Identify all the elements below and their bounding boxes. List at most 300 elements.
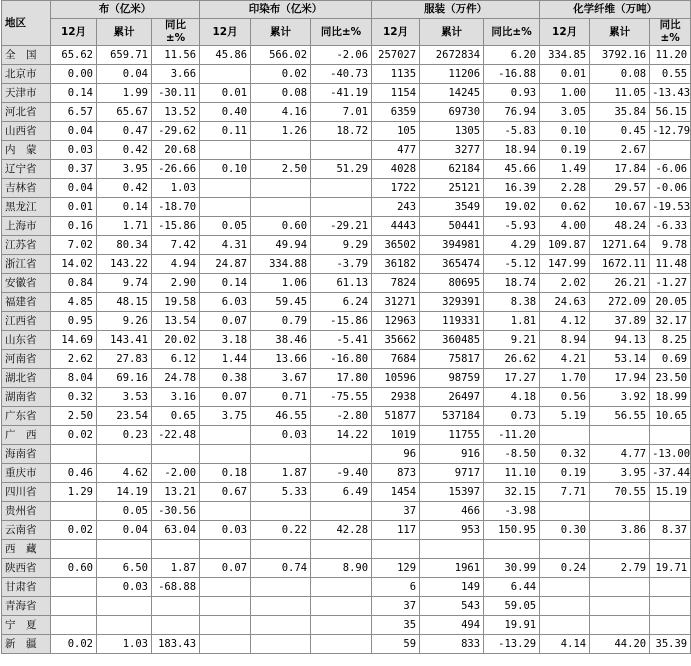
value-cell: 916 [420, 445, 484, 464]
value-cell: 3.92 [590, 388, 650, 407]
value-cell [590, 426, 650, 445]
value-cell [540, 540, 590, 559]
value-cell: 44.20 [590, 635, 650, 654]
value-cell: 1305 [420, 122, 484, 141]
value-cell: 7684 [372, 350, 420, 369]
value-cell: -6.33 [650, 217, 691, 236]
value-cell: 0.05 [200, 217, 251, 236]
value-cell: 0.73 [484, 407, 540, 426]
value-cell [650, 502, 691, 521]
value-cell: -26.66 [152, 160, 200, 179]
value-cell: -3.98 [484, 502, 540, 521]
value-cell: 2.67 [590, 141, 650, 160]
value-cell [200, 540, 251, 559]
value-cell: 3.95 [590, 464, 650, 483]
value-cell: -2.06 [311, 46, 372, 65]
value-cell [311, 578, 372, 597]
value-cell: 6359 [372, 103, 420, 122]
value-cell: -2.80 [311, 407, 372, 426]
value-cell: 6.44 [484, 578, 540, 597]
value-cell: 0.56 [540, 388, 590, 407]
value-cell: 3549 [420, 198, 484, 217]
value-cell [51, 578, 97, 597]
sub-header-cell: 12月 [51, 19, 97, 46]
table-row [2, 502, 691, 521]
table-row [2, 464, 691, 483]
value-cell: 0.07 [200, 312, 251, 331]
value-cell: 117 [372, 521, 420, 540]
value-cell: 35.84 [590, 103, 650, 122]
sub-header-cell: 累计 [420, 19, 484, 46]
value-cell: 14.69 [51, 331, 97, 350]
value-cell: 24.87 [200, 255, 251, 274]
sub-header-cell: 同比±% [484, 19, 540, 46]
sub-header-cell: 累计 [97, 19, 152, 46]
value-cell: 0.04 [51, 179, 97, 198]
region-cell: 福建省 [2, 293, 51, 312]
value-cell: 0.05 [97, 502, 152, 521]
value-cell: 7.01 [311, 103, 372, 122]
value-cell: 0.03 [51, 141, 97, 160]
table-row [2, 312, 691, 331]
value-cell: 2938 [372, 388, 420, 407]
value-cell: -11.20 [484, 426, 540, 445]
value-cell [420, 540, 484, 559]
value-cell: 6.49 [311, 483, 372, 502]
value-cell: 10596 [372, 369, 420, 388]
value-cell: 4.62 [97, 464, 152, 483]
value-cell: 0.32 [540, 445, 590, 464]
sub-header-cell: 同比±% [311, 19, 372, 46]
value-cell [251, 597, 311, 616]
header-sub-row [2, 19, 691, 46]
value-cell: -18.70 [152, 198, 200, 217]
value-cell [251, 502, 311, 521]
value-cell: 10.67 [590, 198, 650, 217]
region-header: 地区 [2, 1, 51, 46]
value-cell: 0.02 [51, 426, 97, 445]
value-cell [311, 141, 372, 160]
value-cell: 1271.64 [590, 236, 650, 255]
value-cell: 0.02 [51, 521, 97, 540]
value-cell: 0.60 [51, 559, 97, 578]
value-cell: 1.70 [540, 369, 590, 388]
group-header-garments: 服装（万件） [372, 1, 540, 19]
value-cell: 80.34 [97, 236, 152, 255]
value-cell: 329391 [420, 293, 484, 312]
value-cell: 23.50 [650, 369, 691, 388]
value-cell: 0.14 [51, 84, 97, 103]
value-cell: 11.10 [484, 464, 540, 483]
value-cell: 147.99 [540, 255, 590, 274]
value-cell: 4.85 [51, 293, 97, 312]
value-cell: 0.23 [97, 426, 152, 445]
value-cell: 0.37 [51, 160, 97, 179]
value-cell: 20.05 [650, 293, 691, 312]
value-cell: 1.81 [484, 312, 540, 331]
value-cell: 18.94 [484, 141, 540, 160]
region-cell: 新 疆 [2, 635, 51, 654]
value-cell: 46.55 [251, 407, 311, 426]
sub-header-cell: 12月 [200, 19, 251, 46]
value-cell: 0.14 [97, 198, 152, 217]
value-cell: 394981 [420, 236, 484, 255]
value-cell [650, 426, 691, 445]
value-cell: 2.28 [540, 179, 590, 198]
value-cell: -5.83 [484, 122, 540, 141]
value-cell: 65.62 [51, 46, 97, 65]
value-cell [200, 179, 251, 198]
value-cell: -12.79 [650, 122, 691, 141]
value-cell: 13.66 [251, 350, 311, 369]
table-row [2, 483, 691, 502]
value-cell: 1135 [372, 65, 420, 84]
region-cell: 黑龙江 [2, 198, 51, 217]
table-row [2, 407, 691, 426]
value-cell: 17.84 [590, 160, 650, 179]
value-cell: -41.19 [311, 84, 372, 103]
value-cell: 2.50 [51, 407, 97, 426]
value-cell: 0.42 [97, 141, 152, 160]
value-cell: 1.87 [152, 559, 200, 578]
value-cell: 48.15 [97, 293, 152, 312]
region-cell: 江苏省 [2, 236, 51, 255]
table-row [2, 217, 691, 236]
value-cell: 4.94 [152, 255, 200, 274]
value-cell [200, 445, 251, 464]
value-cell [251, 141, 311, 160]
value-cell: 45.86 [200, 46, 251, 65]
value-cell: 9.21 [484, 331, 540, 350]
region-cell: 浙江省 [2, 255, 51, 274]
value-cell: 1.71 [97, 217, 152, 236]
value-cell: 32.17 [650, 312, 691, 331]
value-cell: 4.31 [200, 236, 251, 255]
value-cell: 1.06 [251, 274, 311, 293]
value-cell: 37 [372, 597, 420, 616]
value-cell: 0.01 [200, 84, 251, 103]
value-cell [251, 445, 311, 464]
value-cell: 3.86 [590, 521, 650, 540]
value-cell: -29.62 [152, 122, 200, 141]
value-cell: 150.95 [484, 521, 540, 540]
value-cell: 18.99 [650, 388, 691, 407]
value-cell: 62184 [420, 160, 484, 179]
value-cell: 0.22 [251, 521, 311, 540]
value-cell [51, 502, 97, 521]
value-cell: -29.21 [311, 217, 372, 236]
value-cell: 11.20 [650, 46, 691, 65]
value-cell: -68.88 [152, 578, 200, 597]
value-cell: 0.10 [200, 160, 251, 179]
region-cell: 西 藏 [2, 540, 51, 559]
value-cell [650, 578, 691, 597]
region-cell: 内 蒙 [2, 141, 51, 160]
table-row [2, 426, 691, 445]
value-cell [650, 141, 691, 160]
value-cell: 3792.16 [590, 46, 650, 65]
value-cell: 143.22 [97, 255, 152, 274]
value-cell: 566.02 [251, 46, 311, 65]
region-cell: 安徽省 [2, 274, 51, 293]
value-cell: 0.14 [200, 274, 251, 293]
value-cell: 0.19 [540, 141, 590, 160]
table-row [2, 293, 691, 312]
region-cell: 重庆市 [2, 464, 51, 483]
value-cell: 4.12 [540, 312, 590, 331]
value-cell: 1.29 [51, 483, 97, 502]
value-cell: 0.04 [97, 521, 152, 540]
value-cell: 19.91 [484, 616, 540, 635]
value-cell: 334.85 [540, 46, 590, 65]
value-cell: 1.03 [97, 635, 152, 654]
value-cell: -5.12 [484, 255, 540, 274]
value-cell: 360485 [420, 331, 484, 350]
group-header-cloth: 布（亿米） [51, 1, 200, 19]
value-cell: 30.99 [484, 559, 540, 578]
value-cell [311, 502, 372, 521]
value-cell: 56.15 [650, 103, 691, 122]
region-cell: 湖北省 [2, 369, 51, 388]
value-cell: 11.56 [152, 46, 200, 65]
value-cell: 48.24 [590, 217, 650, 236]
value-cell: -13.29 [484, 635, 540, 654]
value-cell: 4028 [372, 160, 420, 179]
value-cell: 1154 [372, 84, 420, 103]
value-cell: 2672834 [420, 46, 484, 65]
value-cell: 26.21 [590, 274, 650, 293]
value-cell: 61.13 [311, 274, 372, 293]
value-cell: 494 [420, 616, 484, 635]
value-cell: 0.55 [650, 65, 691, 84]
region-cell: 海南省 [2, 445, 51, 464]
value-cell: 0.46 [51, 464, 97, 483]
value-cell: 3.18 [200, 331, 251, 350]
value-cell: 8.94 [540, 331, 590, 350]
value-cell: 0.03 [97, 578, 152, 597]
value-cell: 4.00 [540, 217, 590, 236]
value-cell: 0.07 [200, 559, 251, 578]
region-cell: 江西省 [2, 312, 51, 331]
value-cell: 26.62 [484, 350, 540, 369]
value-cell [311, 198, 372, 217]
value-cell: 2.62 [51, 350, 97, 369]
value-cell: 1.26 [251, 122, 311, 141]
table-row [2, 521, 691, 540]
sub-header-cell: 累计 [590, 19, 650, 46]
region-cell: 天津市 [2, 84, 51, 103]
value-cell: 0.45 [590, 122, 650, 141]
value-cell [311, 635, 372, 654]
value-cell: 0.42 [97, 179, 152, 198]
value-cell: 19.02 [484, 198, 540, 217]
value-cell: 70.55 [590, 483, 650, 502]
value-cell: 1019 [372, 426, 420, 445]
value-cell: 4.14 [540, 635, 590, 654]
value-cell [540, 597, 590, 616]
value-cell: 0.67 [200, 483, 251, 502]
value-cell: 8.25 [650, 331, 691, 350]
table-row [2, 160, 691, 179]
table-row [2, 46, 691, 65]
value-cell: 953 [420, 521, 484, 540]
table-row [2, 236, 691, 255]
region-cell: 云南省 [2, 521, 51, 540]
value-cell: 257027 [372, 46, 420, 65]
value-cell: 1961 [420, 559, 484, 578]
value-cell: 49.94 [251, 236, 311, 255]
value-cell: 76.94 [484, 103, 540, 122]
value-cell: 9.29 [311, 236, 372, 255]
value-cell: 0.19 [540, 464, 590, 483]
value-cell: 6.12 [152, 350, 200, 369]
value-cell: 9717 [420, 464, 484, 483]
table-row [2, 65, 691, 84]
value-cell: 11755 [420, 426, 484, 445]
value-cell: 0.38 [200, 369, 251, 388]
table-row [2, 122, 691, 141]
value-cell: 36502 [372, 236, 420, 255]
value-cell: 94.13 [590, 331, 650, 350]
value-cell: 119331 [420, 312, 484, 331]
value-cell: -5.93 [484, 217, 540, 236]
value-cell [51, 445, 97, 464]
value-cell [200, 502, 251, 521]
table-row [2, 141, 691, 160]
header-group-row [2, 1, 691, 19]
value-cell [251, 179, 311, 198]
region-cell: 宁 夏 [2, 616, 51, 635]
value-cell: 0.65 [152, 407, 200, 426]
value-cell [590, 502, 650, 521]
value-cell: 0.62 [540, 198, 590, 217]
value-cell: 9.26 [97, 312, 152, 331]
value-cell [540, 502, 590, 521]
value-cell [311, 597, 372, 616]
value-cell: 0.93 [484, 84, 540, 103]
value-cell: 59.05 [484, 597, 540, 616]
value-cell: 14.02 [51, 255, 97, 274]
value-cell: 1.49 [540, 160, 590, 179]
value-cell: -6.06 [650, 160, 691, 179]
value-cell: 59 [372, 635, 420, 654]
value-cell: -15.86 [311, 312, 372, 331]
table-row [2, 445, 691, 464]
group-header-printed-cloth: 印染布（亿米） [200, 1, 372, 19]
value-cell: 1454 [372, 483, 420, 502]
value-cell: 17.94 [590, 369, 650, 388]
value-cell: 35.39 [650, 635, 691, 654]
value-cell: -2.00 [152, 464, 200, 483]
value-cell [200, 141, 251, 160]
value-cell: 9.74 [97, 274, 152, 293]
value-cell [650, 597, 691, 616]
table-row [2, 255, 691, 274]
value-cell: 9.78 [650, 236, 691, 255]
value-cell: 0.02 [251, 65, 311, 84]
table-row [2, 198, 691, 217]
value-cell: 543 [420, 597, 484, 616]
value-cell: 63.04 [152, 521, 200, 540]
value-cell: 75817 [420, 350, 484, 369]
value-cell: 11.48 [650, 255, 691, 274]
value-cell [152, 445, 200, 464]
value-cell: -8.50 [484, 445, 540, 464]
value-cell [251, 616, 311, 635]
sub-header-cell: 12月 [540, 19, 590, 46]
value-cell: 35662 [372, 331, 420, 350]
table-row [2, 559, 691, 578]
value-cell [152, 597, 200, 616]
region-cell: 四川省 [2, 483, 51, 502]
value-cell: 0.74 [251, 559, 311, 578]
value-cell: 0.40 [200, 103, 251, 122]
value-cell [97, 597, 152, 616]
value-cell: 0.60 [251, 217, 311, 236]
value-cell [540, 616, 590, 635]
value-cell: 5.19 [540, 407, 590, 426]
table-row [2, 369, 691, 388]
value-cell: 6.20 [484, 46, 540, 65]
value-cell: 0.71 [251, 388, 311, 407]
value-cell: 4.29 [484, 236, 540, 255]
value-cell: 0.03 [251, 426, 311, 445]
value-cell: 3.66 [152, 65, 200, 84]
value-cell: -5.41 [311, 331, 372, 350]
value-cell: 105 [372, 122, 420, 141]
value-cell: 0.04 [51, 122, 97, 141]
value-cell: 96 [372, 445, 420, 464]
value-cell: 365474 [420, 255, 484, 274]
value-cell: -9.40 [311, 464, 372, 483]
sub-header-cell: 同比 ±% [152, 19, 200, 46]
value-cell [51, 616, 97, 635]
value-cell: 4.16 [251, 103, 311, 122]
value-cell: -30.11 [152, 84, 200, 103]
value-cell: 11.05 [590, 84, 650, 103]
value-cell: -1.27 [650, 274, 691, 293]
value-cell: 0.10 [540, 122, 590, 141]
value-cell: 0.04 [97, 65, 152, 84]
table-row [2, 274, 691, 293]
textile-statistics-table [1, 0, 691, 654]
value-cell: 8.04 [51, 369, 97, 388]
value-cell [97, 616, 152, 635]
value-cell: 24.63 [540, 293, 590, 312]
value-cell: 3.16 [152, 388, 200, 407]
value-cell: 17.80 [311, 369, 372, 388]
value-cell [251, 578, 311, 597]
value-cell [200, 597, 251, 616]
value-cell [311, 616, 372, 635]
value-cell: 4.18 [484, 388, 540, 407]
value-cell [540, 578, 590, 597]
value-cell: 7.02 [51, 236, 97, 255]
value-cell: 59.45 [251, 293, 311, 312]
value-cell: 4.21 [540, 350, 590, 369]
region-cell: 辽宁省 [2, 160, 51, 179]
value-cell [200, 65, 251, 84]
value-cell: 56.55 [590, 407, 650, 426]
value-cell [590, 597, 650, 616]
value-cell: 98759 [420, 369, 484, 388]
value-cell: 50441 [420, 217, 484, 236]
region-cell: 河北省 [2, 103, 51, 122]
value-cell [152, 540, 200, 559]
region-cell: 山西省 [2, 122, 51, 141]
value-cell: -3.79 [311, 255, 372, 274]
table-row [2, 350, 691, 369]
